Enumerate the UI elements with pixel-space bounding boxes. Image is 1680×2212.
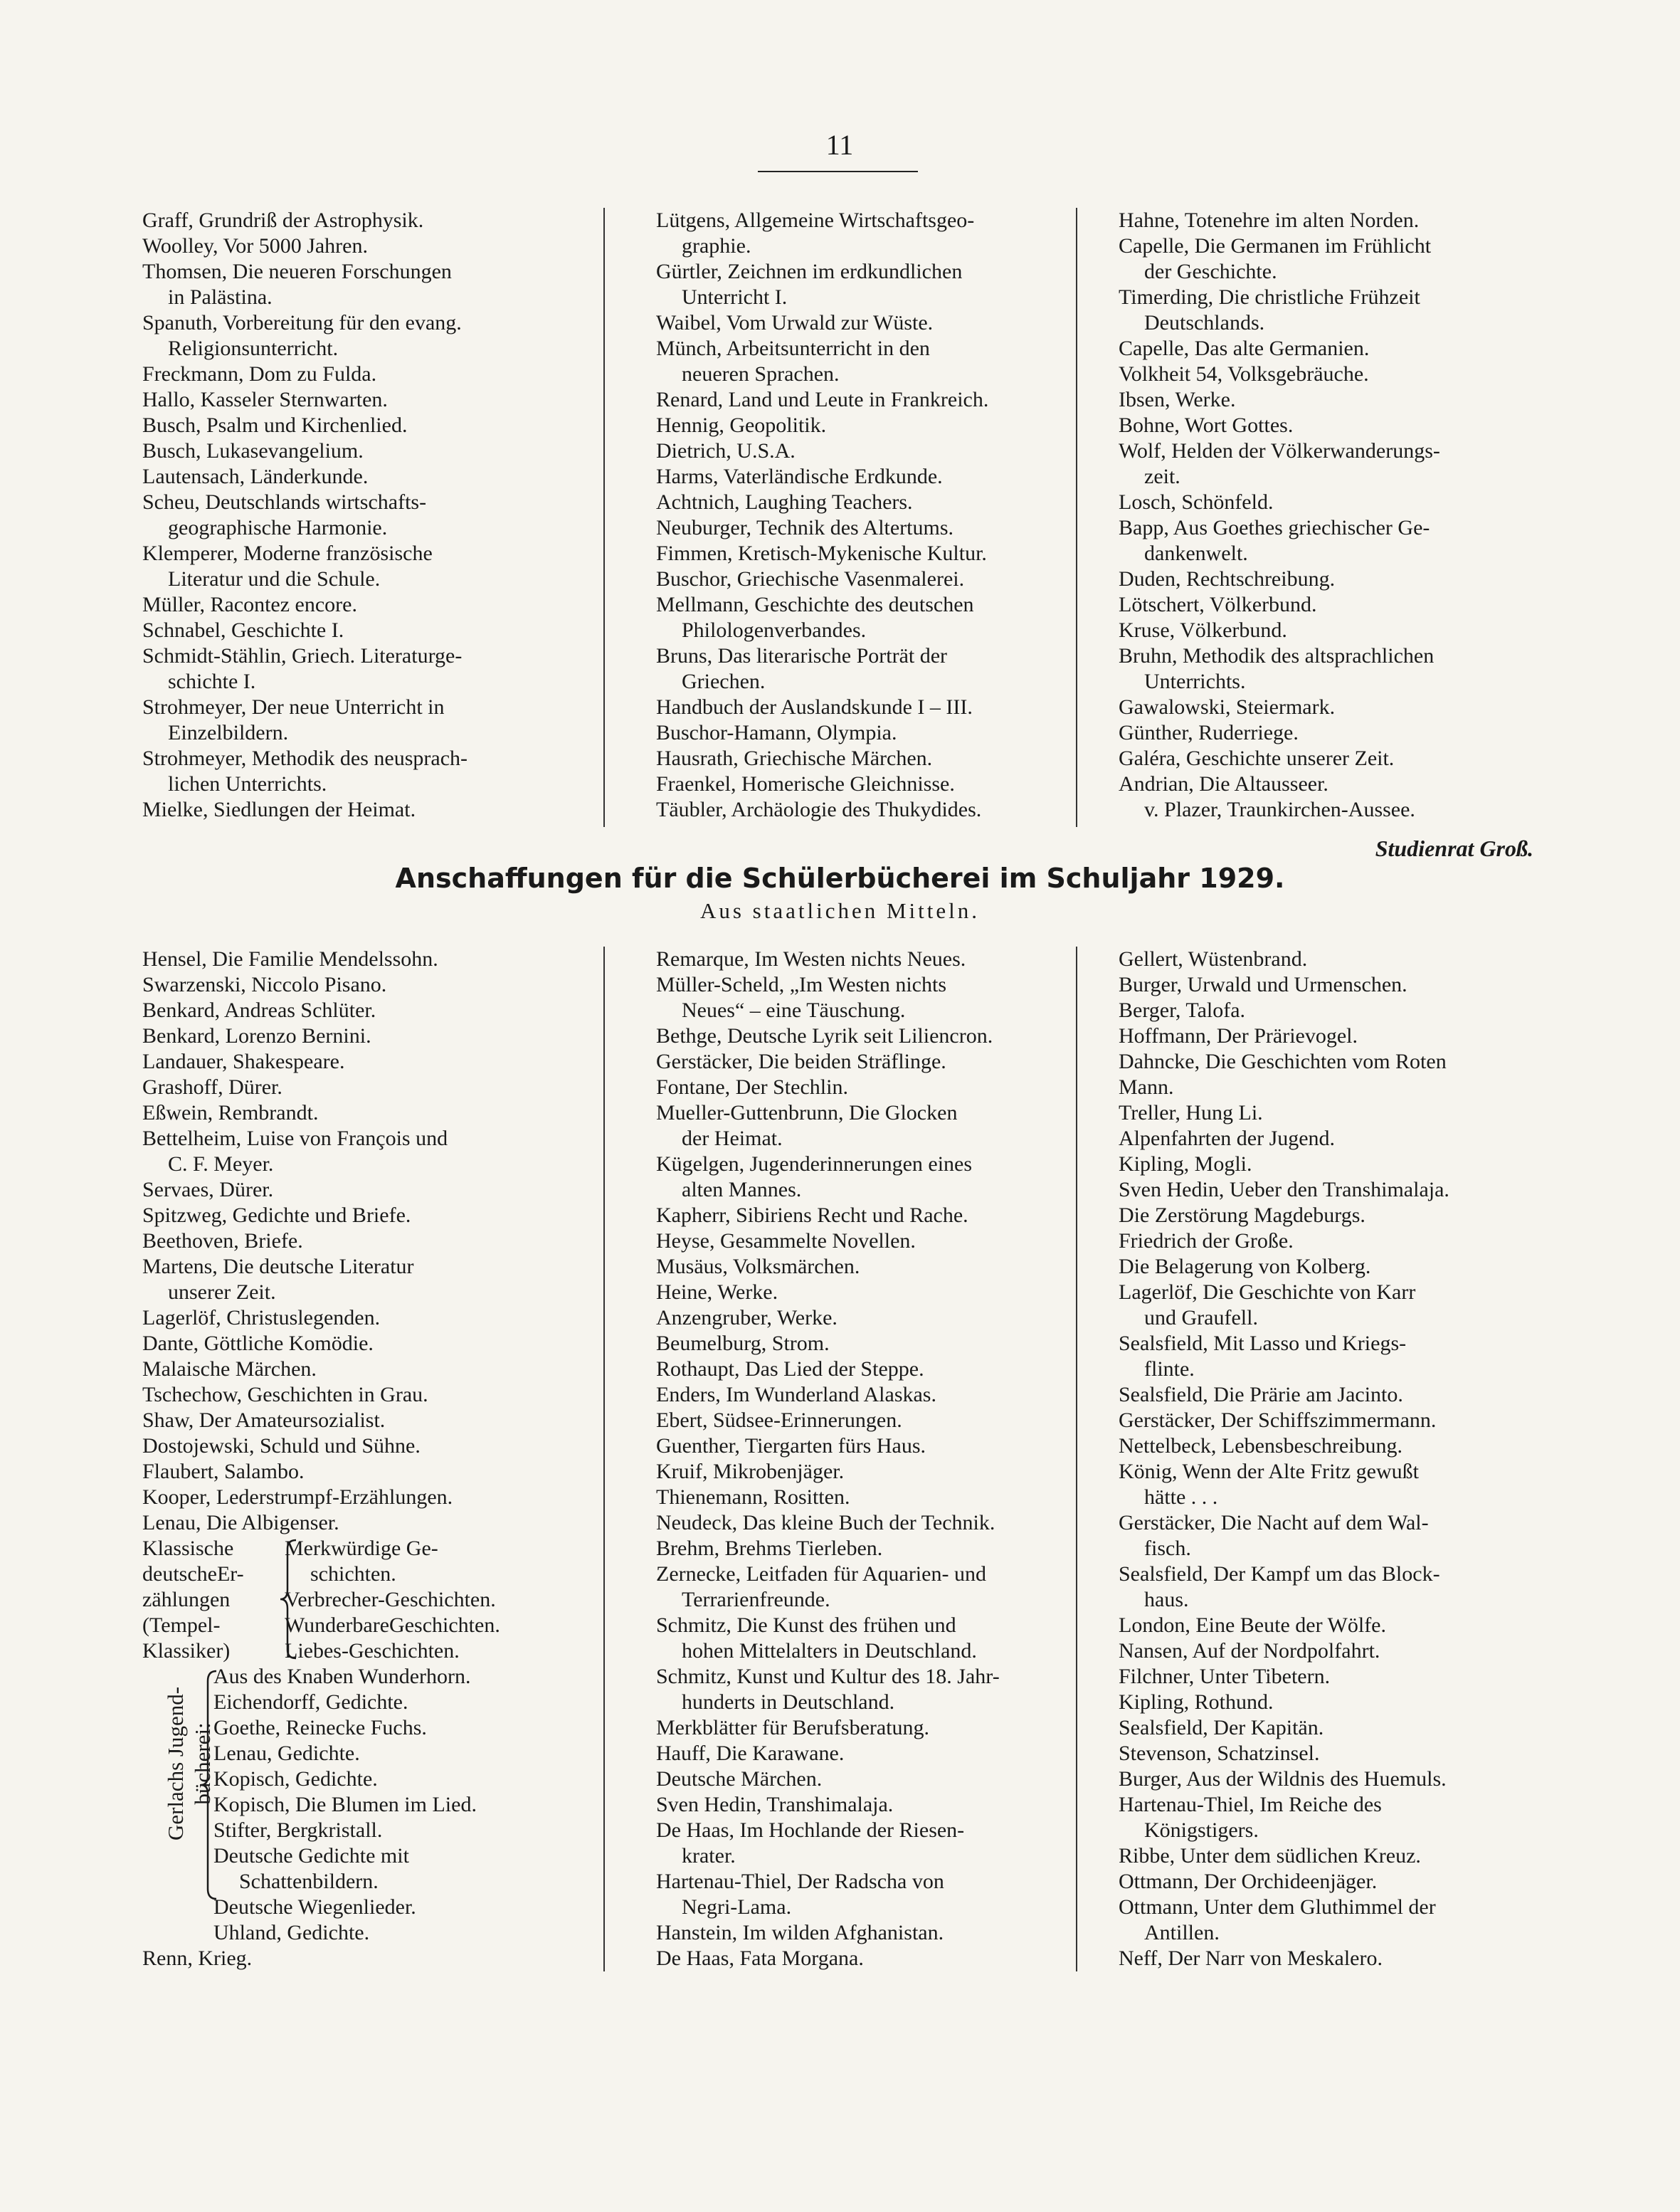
klassiker-item: schichten. xyxy=(310,1562,396,1586)
section2-col1-entry: Lagerlöf, Christuslegenden. xyxy=(142,1306,381,1329)
signature: Studienrat Groß. xyxy=(1375,836,1533,861)
section2-col3-entry: Alpenfahrten der Jugend. xyxy=(1119,1127,1336,1150)
page-number: 11 xyxy=(825,129,854,161)
section2-col1-entry: Beethoven, Briefe. xyxy=(142,1229,303,1253)
section2-col1-entry: Tschechow, Geschichten in Grau. xyxy=(142,1383,428,1406)
section2-col1-entry: Lenau, Die Albigenser. xyxy=(142,1511,339,1534)
section1-col1-entry: Mielke, Siedlungen der Heimat. xyxy=(142,798,416,821)
section2-col3-entry: König, Wenn der Alte Fritz gewußt xyxy=(1119,1460,1419,1483)
klassiker-label-line: Klassische xyxy=(142,1537,234,1560)
section1-col3-entry: Kruse, Völkerbund. xyxy=(1119,618,1287,642)
section2-col2-entry: Sven Hedin, Transhimalaja. xyxy=(656,1793,894,1816)
section1-col2-entry: Fimmen, Kretisch-Mykenische Kultur. xyxy=(656,542,987,565)
section2-col2-entry: Heyse, Gesammelte Novellen. xyxy=(656,1229,916,1253)
section2-col3-entry: haus. xyxy=(1144,1588,1189,1611)
section2-col2-entry: Beumelburg, Strom. xyxy=(656,1332,830,1355)
section2-col3-entry: Burger, Aus der Wildnis des Huemuls. xyxy=(1119,1767,1447,1791)
section1-col1-entry: Schmidt-Stählin, Griech. Literaturge- xyxy=(142,644,463,668)
section2-col2-entry: Schmitz, Die Kunst des frühen und xyxy=(656,1613,956,1637)
section2-col2-entry: Anzengruber, Werke. xyxy=(656,1306,838,1329)
section2-col2-entry: Schmitz, Kunst und Kultur des 18. Jahr- xyxy=(656,1665,1000,1688)
section1-col1-entry: Lautensach, Länderkunde. xyxy=(142,465,369,488)
klassiker-items xyxy=(285,1536,500,1664)
section1-col1-entry: Einzelbildern. xyxy=(168,721,289,744)
section2-col3-entry: Treller, Hung Li. xyxy=(1119,1101,1263,1125)
section2-col3-entry: und Graufell. xyxy=(1144,1306,1258,1329)
section2-col2-entry: Deutsche Märchen. xyxy=(656,1767,823,1791)
section2-col2-entry: Kapherr, Sibiriens Recht und Rache. xyxy=(656,1204,968,1227)
section2-col3-entry: Kipling, Mogli. xyxy=(1119,1152,1252,1176)
section2-col3-entry: Sven Hedin, Ueber den Transhimalaja. xyxy=(1119,1178,1449,1201)
klassiker-item: WunderbareGeschichten. xyxy=(285,1613,500,1637)
section2-col2-entry: De Haas, Fata Morgana. xyxy=(656,1947,864,1970)
section1-col3-entry: Duden, Rechtschreibung. xyxy=(1119,567,1336,591)
section1-col2-entry: Fraenkel, Homerische Gleichnisse. xyxy=(656,772,955,796)
section2-col2-entry: Fontane, Der Stechlin. xyxy=(656,1075,848,1099)
section1-col3-entry: Bruhn, Methodik des altsprachlichen xyxy=(1119,644,1435,668)
gerlachs-item: Uhland, Gedichte. xyxy=(213,1921,370,1944)
section2-col3-entry: Mann. xyxy=(1119,1075,1174,1099)
section-title: Anschaffungen für die Schülerbücherei im Schuljahr 1929. xyxy=(395,863,1285,894)
section1-col3-entry: Günther, Ruderriege. xyxy=(1119,721,1299,744)
section1-col3-entry: Ibsen, Werke. xyxy=(1119,388,1236,411)
section2-col3-entry: London, Eine Beute der Wölfe. xyxy=(1119,1613,1386,1637)
section1-col2-entry: Mellmann, Geschichte des deutschen xyxy=(656,593,974,616)
section1-col3-entry: Hahne, Totenehre im alten Norden. xyxy=(1119,209,1420,232)
section2-col2-entry: Zernecke, Leitfaden für Aquarien- und xyxy=(656,1562,986,1586)
section1-divider-2 xyxy=(1076,208,1077,827)
section2-col1-entry: Martens, Die deutsche Literatur xyxy=(142,1255,414,1278)
section2-col2-entry: De Haas, Im Hochlande der Riesen- xyxy=(656,1818,965,1842)
section1-col1-entry: Strohmeyer, Der neue Unterricht in xyxy=(142,695,445,719)
section1-col2-entry: Waibel, Vom Urwald zur Wüste. xyxy=(656,311,934,335)
section2-col3-entry: Sealsfield, Der Kapitän. xyxy=(1119,1716,1324,1739)
section2-col2-entry: der Heimat. xyxy=(682,1127,783,1150)
section2-col2-entry: Heine, Werke. xyxy=(656,1280,778,1304)
section1-col2-entry: Harms, Vaterländische Erdkunde. xyxy=(656,465,943,488)
section2-col1-entry: Servaes, Dürer. xyxy=(142,1178,274,1201)
section2-col3-entry: Sealsfield, Der Kampf um das Block- xyxy=(1119,1562,1440,1586)
section1-col1-entry: Religionsunterricht. xyxy=(168,337,339,360)
section1-col2-entry: Philologenverbandes. xyxy=(682,618,867,642)
section1-col1-entry: Woolley, Vor 5000 Jahren. xyxy=(142,234,368,258)
gerlachs-item: Kopisch, Die Blumen im Lied. xyxy=(213,1793,477,1816)
section2-col2-entry: Rothaupt, Das Lied der Steppe. xyxy=(656,1357,924,1381)
gerlachs-item: Schattenbildern. xyxy=(239,1870,379,1893)
section1-col3-entry: Bohne, Wort Gottes. xyxy=(1119,414,1294,437)
section1-col3-entry: Volkheit 54, Volksgebräuche. xyxy=(1119,362,1369,386)
section2-col3-entry: Lagerlöf, Die Geschichte von Karr xyxy=(1119,1280,1416,1304)
section1-col3-entry: Lötschert, Völkerbund. xyxy=(1119,593,1317,616)
section2-col1-entry: Benkard, Lorenzo Bernini. xyxy=(142,1024,371,1048)
section1-col2-entry: Bruns, Das literarische Porträt der xyxy=(656,644,948,668)
section1-col1 xyxy=(142,208,605,823)
section2-divider-2 xyxy=(1076,947,1077,1971)
section1-divider-1 xyxy=(603,208,605,827)
section1-col2-entry: Münch, Arbeitsunterricht in den xyxy=(656,337,930,360)
section1-col2-entry: Täubler, Archäologie des Thukydides. xyxy=(656,798,982,821)
section2-col1-entry: Benkard, Andreas Schlüter. xyxy=(142,999,376,1022)
section2-col2-entry: Bethge, Deutsche Lyrik seit Liliencron. xyxy=(656,1024,993,1048)
section1-col2-entry: Hausrath, Griechische Märchen. xyxy=(656,747,933,770)
section2-col3-entry: Antillen. xyxy=(1144,1921,1220,1944)
section2-col3-entry: Hartenau-Thiel, Im Reiche des xyxy=(1119,1793,1382,1816)
section2-col1-entry: C. F. Meyer. xyxy=(168,1152,274,1176)
section1-col1-entry: Hallo, Kasseler Sternwarten. xyxy=(142,388,388,411)
section2-col3-entry: Kipling, Rothund. xyxy=(1119,1690,1274,1714)
section2-col1-entry: Hensel, Die Familie Mendelssohn. xyxy=(142,947,438,971)
gerlachs-items xyxy=(213,1664,477,1946)
section2-col3-entry: Nettelbeck, Lebensbeschreibung. xyxy=(1119,1434,1403,1458)
section2-col1-entry: Bettelheim, Luise von François und xyxy=(142,1127,448,1150)
section1-col2-entry: Renard, Land und Leute in Frankreich. xyxy=(656,388,989,411)
section1-col2-entry: Gürtler, Zeichnen im erdkundlichen xyxy=(656,260,963,283)
section1-col3-entry: Wolf, Helden der Völkerwanderungs- xyxy=(1119,439,1440,463)
section1-col2-entry: Hennig, Geopolitik. xyxy=(656,414,827,437)
section1-col3-entry: zeit. xyxy=(1144,465,1180,488)
section1-col3-entry: Bapp, Aus Goethes griechischer Ge- xyxy=(1119,516,1430,539)
section2-col2-entry: Hanstein, Im wilden Afghanistan. xyxy=(656,1921,944,1944)
section2-col2-entry: Müller-Scheld, „Im Westen nichts xyxy=(656,973,947,996)
section1-col1-entry: lichen Unterrichts. xyxy=(168,772,327,796)
section1-col1-entry: Scheu, Deutschlands wirtschafts- xyxy=(142,490,427,514)
section1-col1-entry: Freckmann, Dom zu Fulda. xyxy=(142,362,377,386)
klassiker-label-line: Klassiker) xyxy=(142,1639,231,1663)
section2-col1-entry: Shaw, Der Amateursozialist. xyxy=(142,1408,386,1432)
section2-col2-entry: Negri-Lama. xyxy=(682,1895,792,1919)
section1-col1-entry: in Palästina. xyxy=(168,285,273,309)
section2-col2-entry: Hartenau-Thiel, Der Radscha von xyxy=(656,1870,944,1893)
section1-col1-entry: Graff, Grundriß der Astrophysik. xyxy=(142,209,424,232)
section2-col3-entry: Ottmann, Unter dem Gluthimmel der xyxy=(1119,1895,1436,1919)
section2-col2-entry: Ebert, Südsee-Erinnerungen. xyxy=(656,1408,902,1432)
gerlachs-item: Aus des Knaben Wunderhorn. xyxy=(213,1665,471,1688)
section1-col1-entry: Busch, Psalm und Kirchenlied. xyxy=(142,414,408,437)
section2-col2-entry: Neues“ – eine Täuschung. xyxy=(682,999,906,1022)
section1-col1-entry: Klemperer, Moderne französische xyxy=(142,542,433,565)
section2-col2-entry: alten Mannes. xyxy=(682,1178,802,1201)
renn-entry: Renn, Krieg. xyxy=(142,1947,253,1970)
section1-col3-entry: Timerding, Die christliche Frühzeit xyxy=(1119,285,1420,309)
section-subtitle: Aus staatlichen Mitteln. xyxy=(699,898,981,923)
section2-col2-entry: Hauff, Die Karawane. xyxy=(656,1742,845,1765)
section1-col2-entry: Neuburger, Technik des Altertums. xyxy=(656,516,954,539)
section1-col3-entry: Unterrichts. xyxy=(1144,670,1246,693)
gerlachs-item: Goethe, Reinecke Fuchs. xyxy=(213,1716,427,1739)
klassiker-item: Verbrecher-Geschichten. xyxy=(285,1588,496,1611)
section1-col1-entry: Strohmeyer, Methodik des neusprach- xyxy=(142,747,468,770)
section2-col1-entry: Dante, Göttliche Komödie. xyxy=(142,1332,374,1355)
klassiker-item: Liebes-Geschichten. xyxy=(285,1639,460,1663)
section1-col2-entry: Achtnich, Laughing Teachers. xyxy=(656,490,913,514)
section2-col3-entry: Gellert, Wüstenbrand. xyxy=(1119,947,1308,971)
section1-col3-entry: Galéra, Geschichte unserer Zeit. xyxy=(1119,747,1395,770)
section1-col3 xyxy=(1067,208,1530,823)
section1-col2-entry: Griechen. xyxy=(682,670,766,693)
klassiker-label-line: (Tempel- xyxy=(142,1613,221,1637)
section2-col3-entry: Sealsfield, Die Prärie am Jacinto. xyxy=(1119,1383,1403,1406)
gerlachs-item: Stifter, Bergkristall. xyxy=(213,1818,383,1842)
section1-col3-entry: der Geschichte. xyxy=(1144,260,1277,283)
section2-col2-entry: Thienemann, Rositten. xyxy=(656,1485,850,1509)
section1-col2-entry: Buschor-Hamann, Olympia. xyxy=(656,721,897,744)
section1-col2-entry: Handbuch der Auslandskunde I – III. xyxy=(656,695,973,719)
section2-col3-entry: Sealsfield, Mit Lasso und Kriegs- xyxy=(1119,1332,1407,1355)
section2-col3-entry: Die Belagerung von Kolberg. xyxy=(1119,1255,1371,1278)
section2-col2-entry: Terrarienfreunde. xyxy=(682,1588,830,1611)
gerlachs-item: Lenau, Gedichte. xyxy=(213,1742,360,1765)
klassiker-label-line: deutscheEr- xyxy=(142,1562,244,1586)
section1-col1-entry: Müller, Racontez encore. xyxy=(142,593,357,616)
section2-col2-entry: Neudeck, Das kleine Buch der Technik. xyxy=(656,1511,995,1534)
section1-col1-entry: geographische Harmonie. xyxy=(168,516,388,539)
gerlachs-label-line2: bücherei: xyxy=(190,1722,215,1805)
section2-col2-entry: hohen Mittelalters in Deutschland. xyxy=(682,1639,977,1663)
section2-col3-entry: Nansen, Auf der Nordpolfahrt. xyxy=(1119,1639,1380,1663)
section1-col3-entry: Losch, Schönfeld. xyxy=(1119,490,1274,514)
section2-col2-entry: Kruif, Mikrobenjäger. xyxy=(656,1460,845,1483)
section2-col3-entry: Burger, Urwald und Urmenschen. xyxy=(1119,973,1407,996)
klassiker-label-line: zählungen xyxy=(142,1588,231,1611)
section2-col2-entry: Musäus, Volksmärchen. xyxy=(656,1255,860,1278)
section2-col2-entry: hunderts in Deutschland. xyxy=(682,1690,895,1714)
section2-col1-entry: Grashoff, Dürer. xyxy=(142,1075,282,1099)
section2-col2-entry: Mueller-Guttenbrunn, Die Glocken xyxy=(656,1101,958,1125)
section1-col2-entry: Buschor, Griechische Vasenmalerei. xyxy=(656,567,965,591)
gerlachs-item: Deutsche Gedichte mit xyxy=(213,1844,409,1868)
section1-col3-entry: dankenwelt. xyxy=(1144,542,1248,565)
section2-col3-entry: Neff, Der Narr von Meskalero. xyxy=(1119,1947,1383,1970)
section1-col3-entry: Andrian, Die Altausseer. xyxy=(1119,772,1328,796)
section2-col2-entry: Merkblätter für Berufsberatung. xyxy=(656,1716,930,1739)
section2-col1-entry: Landauer, Shakespeare. xyxy=(142,1050,345,1073)
section2-col3-entry: Die Zerstörung Magdeburgs. xyxy=(1119,1204,1365,1227)
section1-col2-entry: Lütgens, Allgemeine Wirtschaftsgeo- xyxy=(656,209,975,232)
section2-col3-entry: Stevenson, Schatzinsel. xyxy=(1119,1742,1320,1765)
section2-col3-entry: Ottmann, Der Orchideenjäger. xyxy=(1119,1870,1378,1893)
section1-col1-entry: Literatur und die Schule. xyxy=(168,567,381,591)
section2-col2 xyxy=(605,947,1067,1971)
section2-col1-entry: Dostojewski, Schuld und Sühne. xyxy=(142,1434,421,1458)
section2-col2-entry: krater. xyxy=(682,1844,736,1868)
section2-col3 xyxy=(1067,947,1530,1971)
section1-col3-entry: Deutschlands. xyxy=(1144,311,1265,335)
section2-col3-entry: Gerstäcker, Der Schiffszimmermann. xyxy=(1119,1408,1437,1432)
section2-col3-entry: hätte . . . xyxy=(1144,1485,1218,1509)
section1-col1-entry: Thomsen, Die neueren Forschungen xyxy=(142,260,452,283)
section2-col3-entry: Königstigers. xyxy=(1144,1818,1259,1842)
page-number-rule xyxy=(758,171,918,172)
section2-col1-entry: Flaubert, Salambo. xyxy=(142,1460,305,1483)
section2-col3-entry: Ribbe, Unter dem südlichen Kreuz. xyxy=(1119,1844,1421,1868)
section1-columns xyxy=(142,208,1530,823)
gerlachs-item: Deutsche Wiegenlieder. xyxy=(213,1895,416,1919)
section2-col3-entry: Hoffmann, Der Prärievogel. xyxy=(1119,1024,1358,1048)
section2-col2-entry: Enders, Im Wunderland Alaskas. xyxy=(656,1383,936,1406)
section2-divider-1 xyxy=(603,947,605,1971)
section1-col1-entry: Schnabel, Geschichte I. xyxy=(142,618,344,642)
section2-col2-entry: Gerstäcker, Die beiden Sträflinge. xyxy=(656,1050,946,1073)
section2-col2-entry: Brehm, Brehms Tierleben. xyxy=(656,1537,883,1560)
section2-col1-entry: Swarzenski, Niccolo Pisano. xyxy=(142,973,387,996)
gerlachs-item: Eichendorff, Gedichte. xyxy=(213,1690,408,1714)
section2-col3-entry: Gerstäcker, Die Nacht auf dem Wal- xyxy=(1119,1511,1429,1534)
gerlachs-label-line1: Gerlachs Jugend- xyxy=(163,1686,188,1841)
section1-col2-entry: Dietrich, U.S.A. xyxy=(656,439,796,463)
section2-col3-entry: Berger, Talofa. xyxy=(1119,999,1246,1022)
section1-col2 xyxy=(605,208,1067,823)
section2-col3-entry: Friedrich der Große. xyxy=(1119,1229,1294,1253)
section2-col1-entry: Kooper, Lederstrumpf-Erzählungen. xyxy=(142,1485,453,1509)
section2-col3-entry: Dahncke, Die Geschichten vom Roten xyxy=(1119,1050,1447,1073)
section2-col1-entry: unserer Zeit. xyxy=(168,1280,276,1304)
section1-col3-entry: Gawalowski, Steiermark. xyxy=(1119,695,1336,719)
gerlachs-item: Kopisch, Gedichte. xyxy=(213,1767,378,1791)
section1-col2-entry: Unterricht I. xyxy=(682,285,788,309)
section2-col3-entry: flinte. xyxy=(1144,1357,1195,1381)
section1-col1-entry: Busch, Lukasevangelium. xyxy=(142,439,364,463)
section1-col3-entry: v. Plazer, Traunkirchen-Aussee. xyxy=(1144,798,1415,821)
section2-col3-entry: fisch. xyxy=(1144,1537,1191,1560)
section2-col3-entry: Filchner, Unter Tibetern. xyxy=(1119,1665,1331,1688)
section1-col3-entry: Capelle, Die Germanen im Frühlicht xyxy=(1119,234,1432,258)
section1-col1-entry: schichte I. xyxy=(168,670,256,693)
section2-col2-entry: Guenther, Tiergarten fürs Haus. xyxy=(656,1434,926,1458)
section1-col2-entry: graphie. xyxy=(682,234,751,258)
section2-col2-entry: Kügelgen, Jugenderinnerungen eines xyxy=(656,1152,973,1176)
section2-col1-entry: Spitzweg, Gedichte und Briefe. xyxy=(142,1204,411,1227)
section2-col1-entry: Malaische Märchen. xyxy=(142,1357,317,1381)
section1-col3-entry: Capelle, Das alte Germanien. xyxy=(1119,337,1370,360)
section1-col2-entry: neueren Sprachen. xyxy=(682,362,840,386)
section2-col2-entry: Remarque, Im Westen nichts Neues. xyxy=(656,947,966,971)
section1-col1-entry: Spanuth, Vorbereitung für den evang. xyxy=(142,311,462,335)
section2-col1-entry: Eßwein, Rembrandt. xyxy=(142,1101,319,1125)
klassiker-item: Merkwürdige Ge- xyxy=(285,1537,438,1560)
